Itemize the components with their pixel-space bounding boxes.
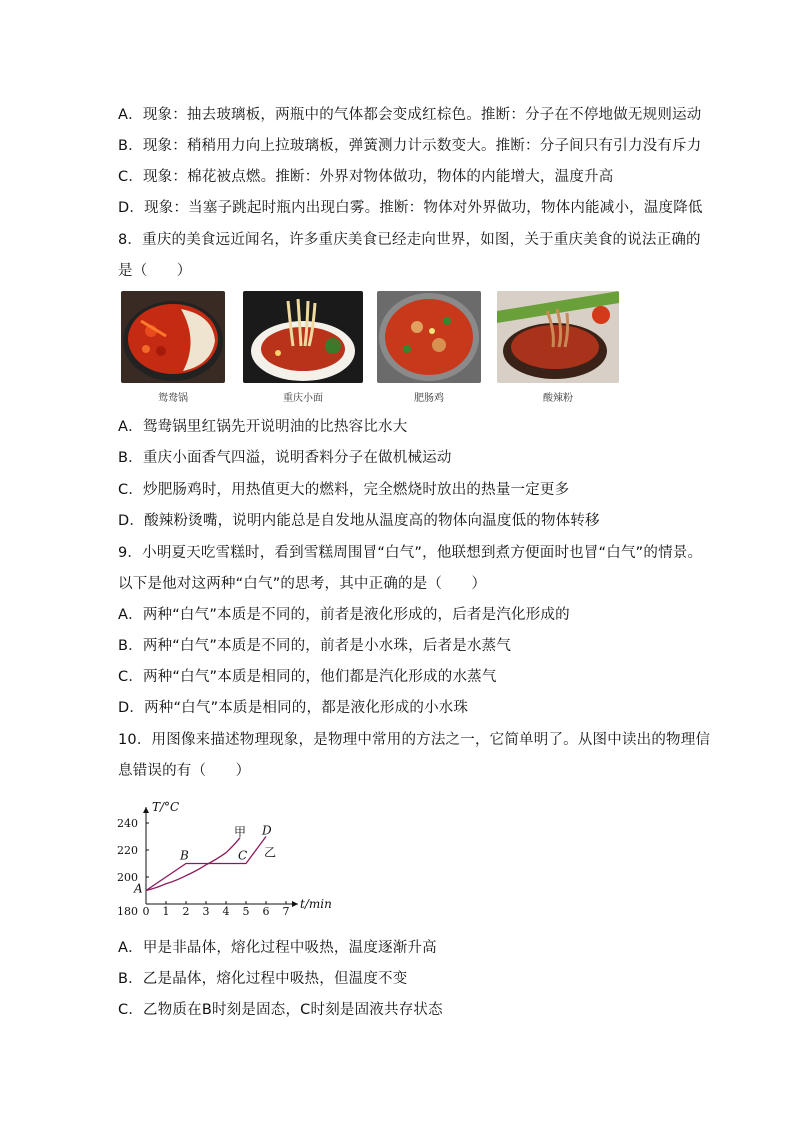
point-label-b: B bbox=[180, 848, 189, 863]
photo-feichang-chicken bbox=[377, 291, 481, 383]
q8-option-a: A．鸳鸯锅里红锅先开说明油的比热容比水大 bbox=[118, 419, 408, 435]
q8-option-d: D．酸辣粉烫嘴，说明内能总是自发地从温度高的物体向温度低的物体转移 bbox=[118, 513, 600, 529]
caption-chongqing-noodles: 重庆小面 bbox=[283, 393, 323, 404]
y-axis-label: T/°C bbox=[152, 800, 180, 814]
x-tick-label: 1 bbox=[162, 905, 170, 918]
q10-option-a: A．甲是非晶体，熔化过程中吸热，温度逐渐升高 bbox=[118, 940, 437, 956]
series-yi-label: 乙 bbox=[264, 845, 277, 860]
caption-yuanyang-hotpot: 鸳鸯锅 bbox=[158, 393, 188, 404]
y-tick-label: 180 bbox=[117, 905, 138, 918]
series-jia-label: 甲 bbox=[234, 824, 247, 839]
caption-feichang-chicken: 肥肠鸡 bbox=[414, 393, 444, 404]
q8-option-c: C．炒肥肠鸡时，用热值更大的燃料，完全燃烧时放出的热量一定更多 bbox=[118, 482, 570, 498]
photo-hot-sour-noodles bbox=[497, 291, 619, 383]
q8-stem-line1: 8．重庆的美食远近闻名，许多重庆美食已经走向世界，如图，关于重庆美食的说法正确的 bbox=[118, 232, 701, 248]
point-label-c: C bbox=[238, 848, 248, 863]
q7-option-c: C．现象：棉花被点燃。推断：外界对物体做功，物体的内能增大，温度升高 bbox=[118, 169, 614, 185]
x-tick-label: 5 bbox=[242, 905, 250, 918]
point-label-a: A bbox=[134, 881, 143, 896]
q10-stem-line2: 息错误的有（ ） bbox=[118, 763, 251, 779]
q7-option-a: A．现象：抽去玻璃板，两瓶中的气体都会变成红棕色。推断：分子在不停地做无规则运动 bbox=[118, 107, 702, 123]
x-tick-label: 7 bbox=[282, 905, 290, 918]
q10-option-c: C．乙物质在B时刻是固态，C时刻是固液共存状态 bbox=[118, 1002, 443, 1018]
x-tick-label: 3 bbox=[202, 905, 210, 918]
q9-stem-line1: 9．小明夏天吃雪糕时，看到雪糕周围冒“白气”，他联想到煮方便面时也冒“白气”的情景。 bbox=[118, 545, 703, 561]
x-tick-label: 0 bbox=[142, 905, 150, 918]
q7-option-d: D．现象：当塞子跳起时瓶内出现白雾。推断：物体对外界做功，物体内能减小，温度降低 bbox=[118, 200, 703, 216]
photo-chongqing-noodles bbox=[243, 291, 363, 383]
x-tick-label: 6 bbox=[262, 905, 270, 918]
x-axis-arrow bbox=[292, 901, 298, 907]
q10-stem-line1: 10．用图像来描述物理现象，是物理中常用的方法之一，它简单明了。从图中读出的物理信 bbox=[118, 732, 711, 748]
q8-stem-line2: 是（ ） bbox=[118, 263, 192, 279]
q9-stem-line2: 以下是他对这两种“白气”的思考，其中正确的是（ ） bbox=[118, 576, 487, 592]
point-label-d: D bbox=[262, 823, 272, 838]
y-tick-label: 240 bbox=[117, 817, 138, 830]
x-axis-label: t/min bbox=[300, 897, 332, 911]
series-jia-line bbox=[146, 838, 240, 891]
q7-option-b: B．现象：稍稍用力向上拉玻璃板，弹簧测力计示数变大。推断：分子间只有引力没有斥力 bbox=[118, 138, 702, 154]
x-tick-label: 2 bbox=[182, 905, 190, 918]
temperature-time-chart bbox=[112, 786, 342, 921]
q9-option-a: A．两种“白气”本质是不同的，前者是液化形成的，后者是汽化形成的 bbox=[118, 607, 570, 623]
y-tick-label: 220 bbox=[117, 844, 138, 857]
q9-option-d: D．两种“白气”本质是相同的，都是液化形成的小水珠 bbox=[118, 700, 469, 716]
q9-option-b: B．两种“白气”本质是不同的，前者是小水珠，后者是水蒸气 bbox=[118, 638, 512, 654]
caption-hot-sour-noodles: 酸辣粉 bbox=[543, 393, 573, 404]
y-tick-label: 200 bbox=[117, 871, 138, 884]
y-axis-arrow bbox=[143, 807, 149, 813]
photo-yuanyang-hotpot bbox=[121, 291, 225, 383]
q9-option-c: C．两种“白气”本质是相同的，他们都是汽化形成的水蒸气 bbox=[118, 669, 497, 685]
q8-option-b: B．重庆小面香气四溢，说明香料分子在做机械运动 bbox=[118, 450, 452, 466]
x-tick-label: 4 bbox=[222, 905, 230, 918]
series-yi-line bbox=[146, 837, 266, 891]
q10-option-b: B．乙是晶体，熔化过程中吸热，但温度不变 bbox=[118, 971, 408, 987]
